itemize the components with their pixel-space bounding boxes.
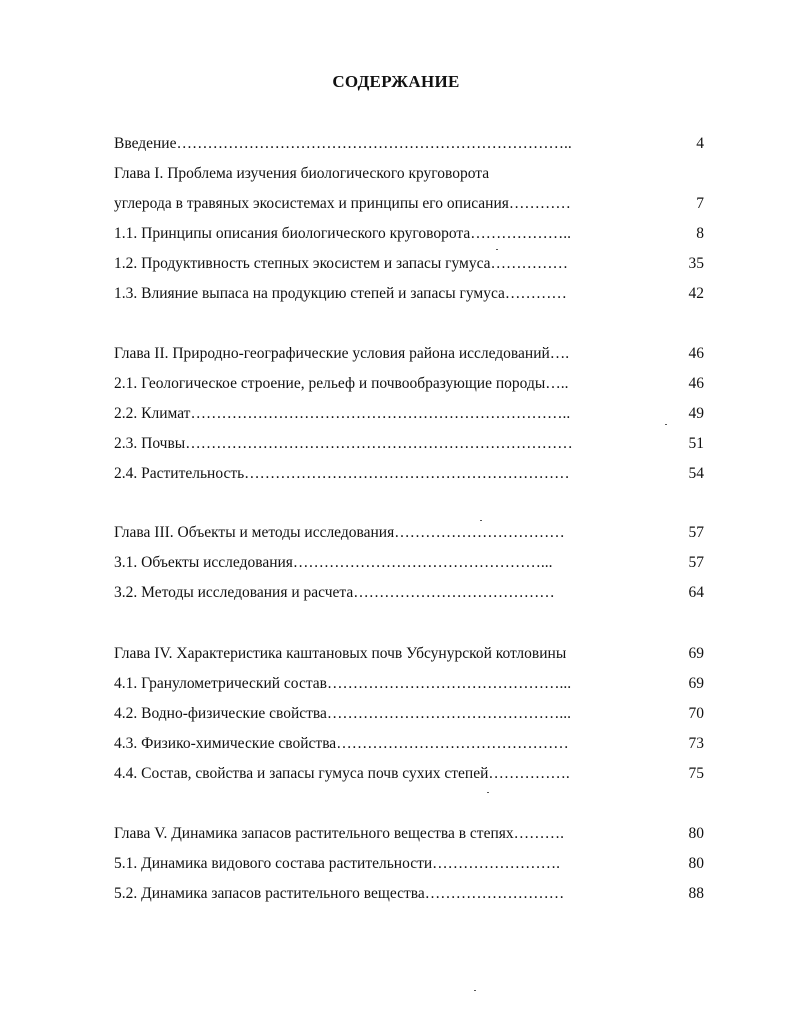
toc-entry-text: Введение…………………………………………………………………..: [114, 135, 572, 152]
toc-page-number: 42: [688, 285, 704, 302]
toc-page-number: 75: [688, 765, 704, 782]
toc-page-number: 46: [688, 375, 704, 392]
toc-entry-text: Глава III. Объекты и методы исследования……………………………: [114, 524, 565, 541]
toc-page-number: 51: [688, 435, 704, 452]
toc-entry: [114, 552, 704, 574]
toc-entry: [114, 522, 704, 544]
toc-entry: [114, 133, 704, 155]
toc-page-number: 8: [696, 225, 704, 242]
toc-page-number: 69: [688, 675, 704, 692]
toc-entry-text: 2.3. Почвы…………………………………………………………………: [114, 435, 573, 452]
scan-speck: [480, 520, 482, 521]
toc-entry-text: 4.2. Водно-физические свойства………………………………………...: [114, 705, 572, 722]
scan-speck: [487, 792, 489, 793]
toc-entry: [114, 763, 704, 785]
toc-entry: [114, 283, 704, 305]
toc-entry-text: 3.1. Объекты исследования…………………………………………...: [114, 554, 553, 571]
scan-speck: [496, 249, 498, 250]
toc-page-number: 80: [688, 855, 704, 872]
toc-page-number: 35: [688, 255, 704, 272]
toc-entry: [114, 403, 704, 425]
toc-entry-text: 4.3. Физико-химические свойства………………………………………: [114, 735, 569, 752]
toc-page-number: 7: [696, 195, 704, 212]
toc-entry-text: 4.4. Состав, свойства и запасы гумуса почв сухих степей…………….: [114, 765, 570, 782]
scan-speck: [665, 424, 667, 425]
toc-entry-text: 3.2. Методы исследования и расчета…………………………………: [114, 584, 555, 601]
toc-page-number: 70: [688, 705, 704, 722]
toc-entry-text: 1.2. Продуктивность степных экосистем и запасы гумуса……………: [114, 255, 569, 272]
toc-entry: [114, 883, 704, 905]
toc-entry: [114, 343, 704, 365]
toc-entry: [114, 463, 704, 485]
toc-page-number: 57: [688, 524, 704, 541]
toc-entry-text: 2.4. Растительность………………………………………………………: [114, 465, 570, 482]
document-title: СОДЕРЖАНИЕ: [332, 72, 460, 91]
toc-entry-text: Глава IV. Характеристика каштановых почв Убсунурской котловины: [114, 645, 567, 662]
scan-speck: [474, 990, 476, 991]
toc-page-number: 54: [688, 465, 704, 482]
toc-page-number: 80: [688, 825, 704, 842]
toc-entry: [114, 433, 704, 455]
toc-entry: [114, 582, 704, 604]
toc-entry-text: Глава I. Проблема изучения биологического круговорота: [114, 165, 490, 182]
toc-entry-text: 4.1. Гранулометрический состав………………………………………...: [114, 675, 572, 692]
toc-entry: [114, 253, 704, 275]
toc-page-number: 64: [688, 584, 704, 601]
toc-page-number: 57: [688, 554, 704, 571]
toc-entry-text: 2.2. Климат………………………………………………………………..: [114, 405, 571, 422]
toc-entry: [114, 373, 704, 395]
toc-entry-text: 5.1. Динамика видового состава растительности…………………….: [114, 855, 561, 872]
toc-page-number: 4: [696, 135, 704, 152]
toc-page-number: 46: [688, 345, 704, 362]
toc-entry-text: 2.1. Геологическое строение, рельеф и почвообразующие породы…..: [114, 375, 569, 392]
toc-entry: [114, 643, 704, 665]
toc-entry: [114, 673, 704, 695]
toc-entry: [114, 703, 704, 725]
toc-entry-text: 5.2. Динамика запасов растительного вещества………………………: [114, 885, 565, 902]
toc-entry-text: углерода в травяных экосистемах и принципы его описания…………: [114, 195, 571, 212]
toc-page-number: 49: [688, 405, 704, 422]
toc-entry: [114, 853, 704, 875]
toc-entry: [114, 733, 704, 755]
toc-entry-text: Глава II. Природно-географические условия района исследований….: [114, 345, 570, 362]
toc-page-number: 69: [688, 645, 704, 662]
toc-entry-text: Глава V. Динамика запасов растительного вещества в степях……….: [114, 825, 564, 842]
toc-entry: [114, 223, 704, 245]
toc-page-number: 73: [688, 735, 704, 752]
toc-entry: [114, 163, 704, 185]
toc-entry: [114, 193, 704, 215]
toc-entry-text: 1.3. Влияние выпаса на продукцию степей и запасы гумуса…………: [114, 285, 567, 302]
toc-entry-text: 1.1. Принципы описания биологического круговорота………………..: [114, 225, 572, 242]
toc-entry: [114, 823, 704, 845]
toc-page-number: 88: [688, 885, 704, 902]
